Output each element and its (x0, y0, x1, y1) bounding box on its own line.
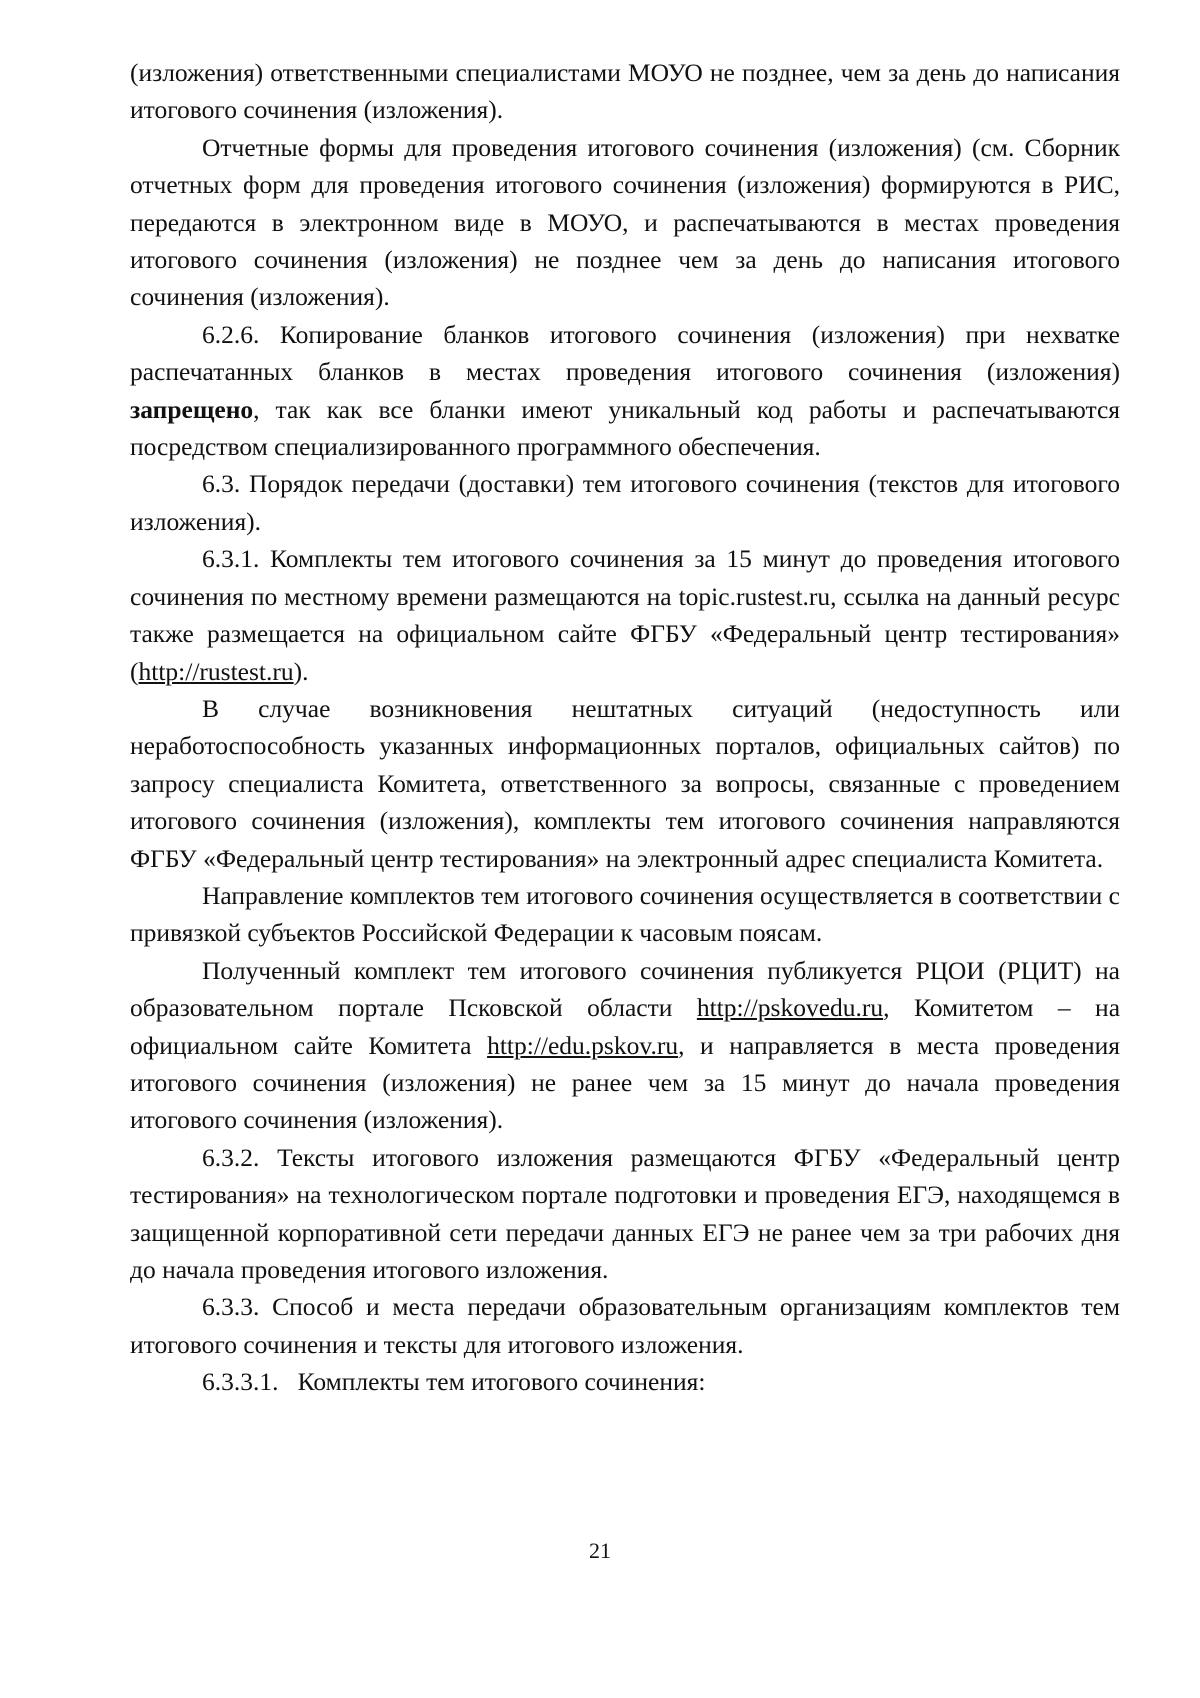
paragraph-publication-text-end: , и направляется в места проведения итогового сочинения (изложения) не ранее чем за 15 минут до начала проведения итогового сочинения (изложения). (130, 1030, 1121, 1135)
paragraph-6-3-1-text-start: 6.3.1. Комплекты тем итогового сочинения за 15 минут до проведения итогового сочинения по местному времени размещаются на topic.rustest.ru, ссылка на данный ресурс также размещается на официальном сайте ФГБУ «Федеральный центр тестирования» ( (130, 544, 1120, 686)
paragraph-publication-text-middle: , Комитетом – на официальном сайте Комитета (130, 993, 1121, 1060)
paragraph-6-3-1 (130, 540, 1120, 690)
paragraph-6-3-1-text-end: ). (293, 656, 309, 686)
pskovedu-link[interactable]: http://pskovedu.ru (696, 993, 884, 1023)
paragraph-6-2-6 (130, 316, 1120, 466)
paragraph-6-3: 6.3. Порядок передачи (доставки) тем итогового сочинения (текстов для итогового изложения). (130, 469, 1120, 536)
paragraph-publication-text-start: Полученный комплект тем итогового сочинения публикуется РЦОИ (РЦИТ) на образовательном портале Псковской области (130, 955, 1120, 1023)
paragraph-6-3-3-1: 6.3.3.1. Комплекты тем итогового сочинения: (202, 1367, 706, 1397)
rustest-link[interactable]: http://rustest.ru (138, 656, 294, 686)
paragraph-publication (130, 952, 1120, 1139)
paragraph-reporting-forms: Отчетные формы для проведения итогового сочинения (изложения) (см. Сборник отчетных форм для проведения итогового сочинения (изложения) формируются в РИС, передаются в электронном виде в МОУО, и распечатываются в местах проведения итогового сочинения (изложения) не позднее чем за день до написания итогового сочинения (изложения). (130, 132, 1120, 312)
edu-pskov-link[interactable]: http://edu.pskov.ru (487, 1030, 679, 1060)
prohibited-bold-word: запрещено (130, 394, 254, 424)
page-number: 21 (589, 1538, 611, 1563)
paragraph-1: (изложения) ответственными специалистами МОУО не позднее, чем за день до написания итогового сочинения (изложения). (130, 58, 1120, 125)
paragraph-time-zones: Направление комплектов тем итогового сочинения осуществляется в соответствии с привязкой субъектов Российской Федерации к часовым поясам. (130, 880, 1120, 948)
paragraph-6-2-6-text-start: 6.2.6. Копирование бланков итогового сочинения (изложения) при нехватке распечатанных бланков в местах проведения итогового сочинения (изложения) (130, 319, 1120, 387)
paragraph-6-3-3: 6.3.3. Способ и места передачи образовательным организациям комплектов тем итогового сочинения и тексты для итогового изложения. (130, 1292, 1120, 1359)
paragraph-6-3-2: 6.3.2. Тексты итогового изложения размещаются ФГБУ «Федеральный центр тестирования» на технологическом портале подготовки и проведения ЕГЭ, находящемся в защищенной корпоративной сети передачи данных ЕГЭ не ранее чем за три рабочих дня до начала проведения итогового изложения. (130, 1142, 1120, 1284)
document-page (130, 54, 1120, 1401)
paragraph-6-2-6-text-end: , так как все бланки имеют уникальный код работы и распечатываются посредством специализированного программного обеспечения. (130, 394, 1120, 462)
paragraph-emergency: В случае возникновения нештатных ситуаций (недоступность или неработоспособность указанных информационных порталов, официальных сайтов) по запросу специалиста Комитета, ответственного за вопросы, связанные с проведением итогового сочинения (изложения), комплекты тем итогового сочинения направляются ФГБУ «Федеральный центр тестирования» на электронный адрес специалиста Комитета. (130, 693, 1120, 873)
